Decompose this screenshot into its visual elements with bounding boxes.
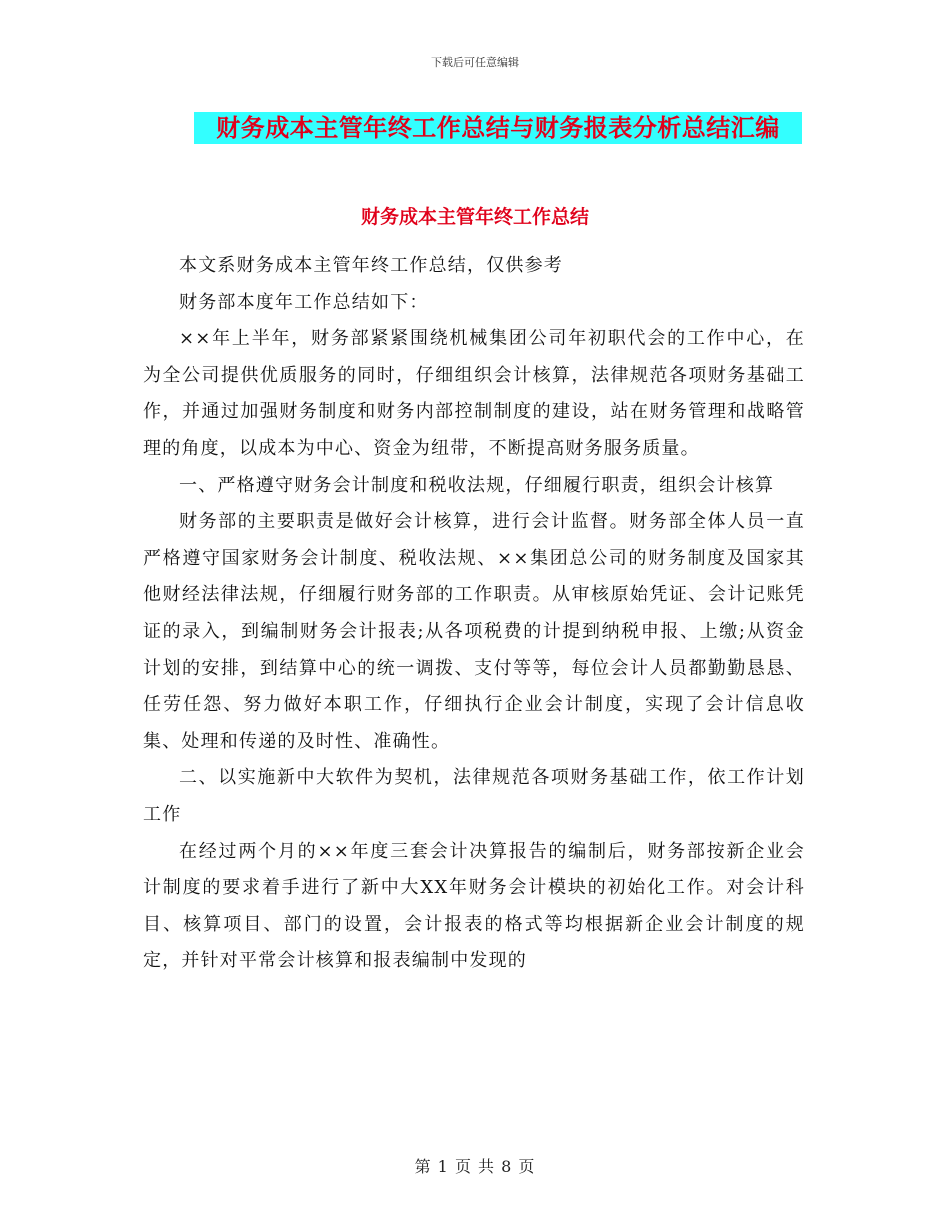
header-note: 下载后可任意编辑	[431, 56, 519, 69]
paragraph: 在经过两个月的××年度三套会计决算报告的编制后，财务部按新企业会计制度的要求着手进行了新中大XX年财务会计模块的初始化工作。对会计科目、核算项目、部门的设置，会计报表的格式等均根据新企业会计制度的规定，并针对平常会计核算和报表编制中发现的	[143, 840, 805, 972]
paragraph: 本文系财务成本主管年终工作总结，仅供参考	[179, 255, 563, 276]
document-body	[143, 248, 805, 980]
paragraph: 财务部本度年工作总结如下：	[179, 291, 429, 313]
page-footer: 第 1 页 共 8 页	[414, 1157, 536, 1176]
paragraph: 财务部的主要职责是做好会计核算，进行会计监督。财务部全体人员一直严格遵守国家财务会计制度、税收法规、××集团总公司的财务制度及国家其他财经法律法规，仔细履行财务部的工作职责。从审核原始凭证、会计记账凭证的录入，到编制财务会计报表;从各项税费的计提到纳税申报、上缴;从资金计划的安排，到结算中心的统一调拨、支付等等，每位会计人员都勤勤恳恳、任劳任怨、努力做好本职工作，仔细执行企业会计制度，实现了会计信息收集、处理和传递的及时性、准确性。	[143, 511, 805, 752]
document-title: 财务成本主管年终工作总结与财务报表分析总结汇编	[194, 112, 802, 144]
section-title: 财务成本主管年终工作总结	[360, 206, 589, 228]
paragraph: 二、以实施新中大软件为契机，法律规范各项财务基础工作，依工作计划工作	[143, 767, 805, 825]
paragraph: 一、严格遵守财务会计制度和税收法规，仔细履行职责，组织会计核算	[179, 474, 775, 496]
paragraph: ××年上半年，财务部紧紧围绕机械集团公司年初职代会的工作中心，在为全公司提供优质服务的同时，仔细组织会计核算，法律规范各项财务基础工作，并通过加强财务制度和财务内部控制制度的建设，站在财务管理和战略管理的角度，以成本为中心、资金为纽带，不断提高财务服务质量。	[143, 328, 805, 459]
